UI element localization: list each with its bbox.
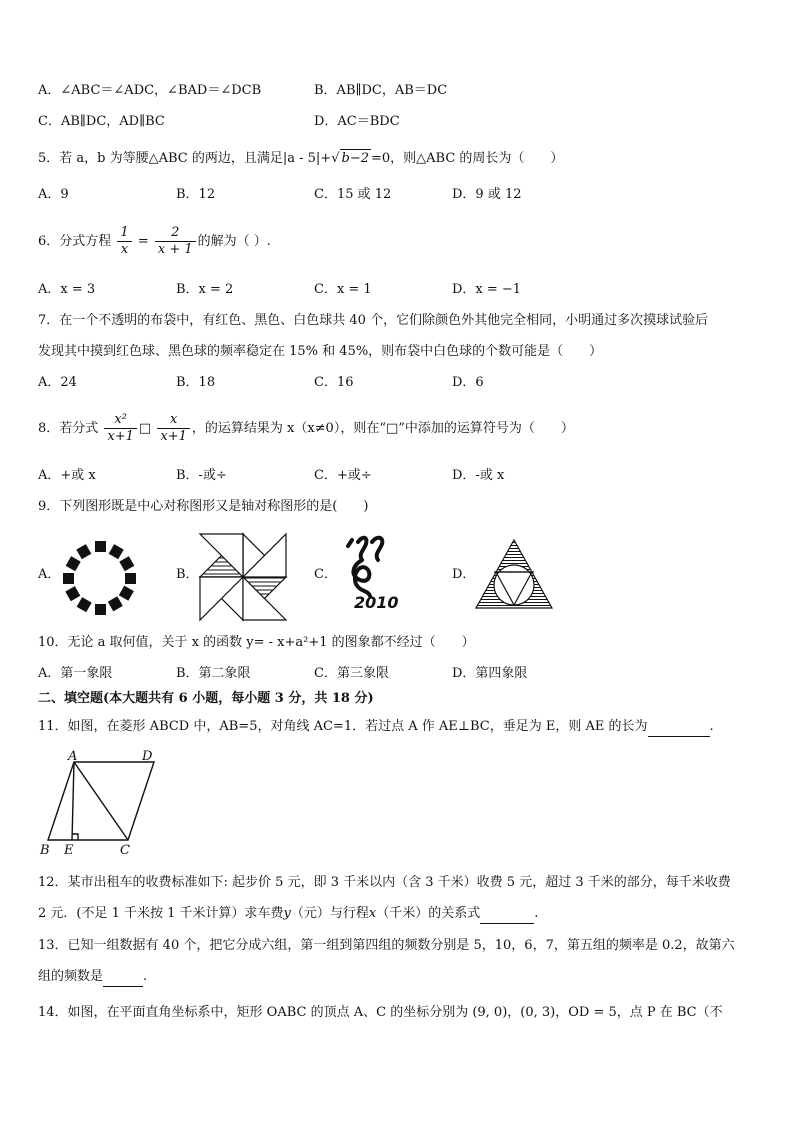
q10-stem: 10．无论 a 取何值，关于 x 的函数 y= - x+a²+1 的图象都不经过（ ） — [38, 635, 475, 650]
q7-option-d: D．6 — [452, 375, 484, 390]
q11-label-d: D — [142, 749, 153, 764]
q14-line-1: 14．如图，在平面直角坐标系中，矩形 OABC 的顶点 A、C 的坐标分别为 (9, 0)，(0, 3)，OD = 5，点 P 在 BC（不 — [38, 1005, 723, 1020]
q9-figure-b-pinwheel — [198, 532, 288, 622]
q5-option-d: D．9 或 12 — [452, 187, 522, 202]
q5-option-c: C．15 或 12 — [314, 187, 392, 202]
q11-label-e: E — [64, 843, 74, 858]
q6-suffix: 的解为（ ）. — [197, 234, 271, 249]
q11-label-c: C — [120, 843, 130, 858]
q4-option-d: D．AC＝BDC — [314, 114, 400, 129]
q6-option-a: A．x = 3 — [38, 282, 96, 297]
q8-suffix: ，的运算结果为 x（x≠0），则在“□”中添加的运算符号为（ ） — [191, 421, 574, 436]
q6-frac1-num: 1 — [117, 225, 131, 242]
q7-option-c: C．16 — [314, 375, 354, 390]
q7-line-1: 7．在一个不透明的布袋中，有红色、黑色、白色球共 40 个，它们除颜色外其他完全相同，小明通过多次摸球试验后 — [38, 313, 709, 328]
q7-option-a: A．24 — [38, 375, 77, 390]
q13-answer-blank — [103, 968, 143, 987]
q8-fraction-right — [157, 412, 190, 445]
q5-suffix: =0，则△ABC 的周长为（ ） — [371, 151, 564, 166]
q6-option-d: D．x = −1 — [452, 282, 522, 297]
q8-frac1-den: x+1 — [107, 429, 134, 444]
q5-stem — [38, 149, 563, 168]
q9-stem: 9．下列图形既是中心对称图形又是轴对称图形的是( ) — [38, 499, 369, 514]
q8-frac1-num: x² — [104, 412, 137, 429]
q6-fraction-left — [117, 225, 131, 258]
q11-label-a: A — [68, 749, 78, 764]
q12-line-1: 12．某市出租车的收费标准如下: 起步价 5 元，即 3 千米以内（含 3 千米）收费 5 元，超过 3 千米的部分，每千米收费 — [38, 875, 731, 890]
q12-text-b: （元）与行程 — [290, 906, 369, 921]
q6-stem — [38, 222, 271, 262]
q8-frac2-num: x — [157, 412, 190, 429]
q6-frac1-den: x — [120, 242, 129, 257]
q6-prefix: 6．分式方程 — [38, 234, 112, 249]
q5-option-a: A．9 — [38, 187, 69, 202]
q12-text-a: 2 元．(不足 1 千米按 1 千米计算）求车费 — [38, 906, 284, 921]
q9-figure-d-triangle-circle — [474, 538, 554, 610]
q7-option-b: B．18 — [176, 375, 216, 390]
q4-option-c: C．AB∥DC，AD∥BC — [38, 114, 165, 129]
q8-prefix: 8．若分式 — [38, 421, 99, 436]
q4-option-b: B．AB∥DC，AB＝DC — [314, 83, 448, 98]
q4-option-a: A．∠ABC＝∠ADC，∠BAD＝∠DCB — [38, 83, 262, 98]
q8-option-b: B．-或÷ — [176, 468, 227, 483]
q9-figure-c-emblem — [338, 532, 410, 614]
q9-label-b: B． — [176, 567, 199, 582]
q8-stem — [38, 409, 574, 449]
q6-equals: = — [137, 234, 149, 249]
q6-option-b: B．x = 2 — [176, 282, 234, 297]
q12-text-c: （千米）的关系式 — [376, 906, 481, 921]
q11-text: 11．如图，在菱形 ABCD 中，AB=5，对角线 AC=1．若过点 A 作 AE⊥BC，垂足为 E，则 AE 的长为 — [38, 719, 648, 734]
q13-line-1: 13．已知一组数据有 40 个，把它分成六组，第一组到第四组的频数分别是 5，10，6，7，第五组的频率是 0.2，故第六 — [38, 938, 735, 953]
q9-label-a: A． — [38, 567, 61, 582]
q11-stem — [38, 718, 714, 737]
q7-line-2: 发现其中摸到红色球、黑色球的频率稳定在 15% 和 45%，则布袋中白色球的个数可能是（ ） — [38, 344, 603, 359]
q6-fraction-right — [155, 225, 196, 258]
q11-rhombus-figure — [38, 748, 168, 860]
q10-option-c: C．第三象限 — [314, 666, 389, 681]
q8-frac2-den: x+1 — [160, 429, 187, 444]
q8-option-a: A．+或 x — [38, 468, 96, 483]
q8-box: □ — [138, 421, 152, 436]
q10-option-a: A．第一象限 — [38, 666, 113, 681]
q12-line-2 — [38, 905, 538, 924]
q13-text: 组的频数是 — [38, 969, 104, 984]
q11-end: . — [709, 719, 714, 734]
q11-answer-blank — [648, 718, 710, 737]
q8-option-d: D．-或 x — [452, 468, 505, 483]
q6-option-c: C．x = 1 — [314, 282, 372, 297]
q10-option-d: D．第四象限 — [452, 666, 528, 681]
q13-end: . — [143, 969, 148, 984]
q5-radicand: b−2 — [341, 151, 369, 166]
q13-line-2 — [38, 968, 147, 987]
q9-emblem-text: 2010 — [354, 593, 399, 612]
q8-fraction-left — [104, 412, 137, 445]
q6-frac2-num: 2 — [155, 225, 196, 242]
q12-answer-blank — [480, 905, 534, 924]
q12-var-x: x — [368, 906, 377, 921]
q5-sqrt-sign: √ — [331, 151, 340, 166]
q12-end: . — [534, 906, 539, 921]
q11-label-b: B — [40, 843, 50, 858]
q8-option-c: C．+或÷ — [314, 468, 372, 483]
q9-label-d: D． — [452, 567, 476, 582]
section-2-heading: 二、填空题(本大题共有 6 小题，每小题 3 分，共 18 分) — [38, 691, 374, 706]
q9-figure-a-ring-of-squares — [58, 536, 142, 620]
q12-var-y: y — [283, 906, 291, 921]
q10-option-b: B．第二象限 — [176, 666, 251, 681]
q5-prefix: 5．若 a，b 为等腰△ABC 的两边，且满足|a - 5|+ — [38, 151, 332, 166]
q6-frac2-den: x + 1 — [157, 242, 193, 257]
q5-option-b: B．12 — [176, 187, 216, 202]
q9-label-c: C． — [314, 567, 337, 582]
